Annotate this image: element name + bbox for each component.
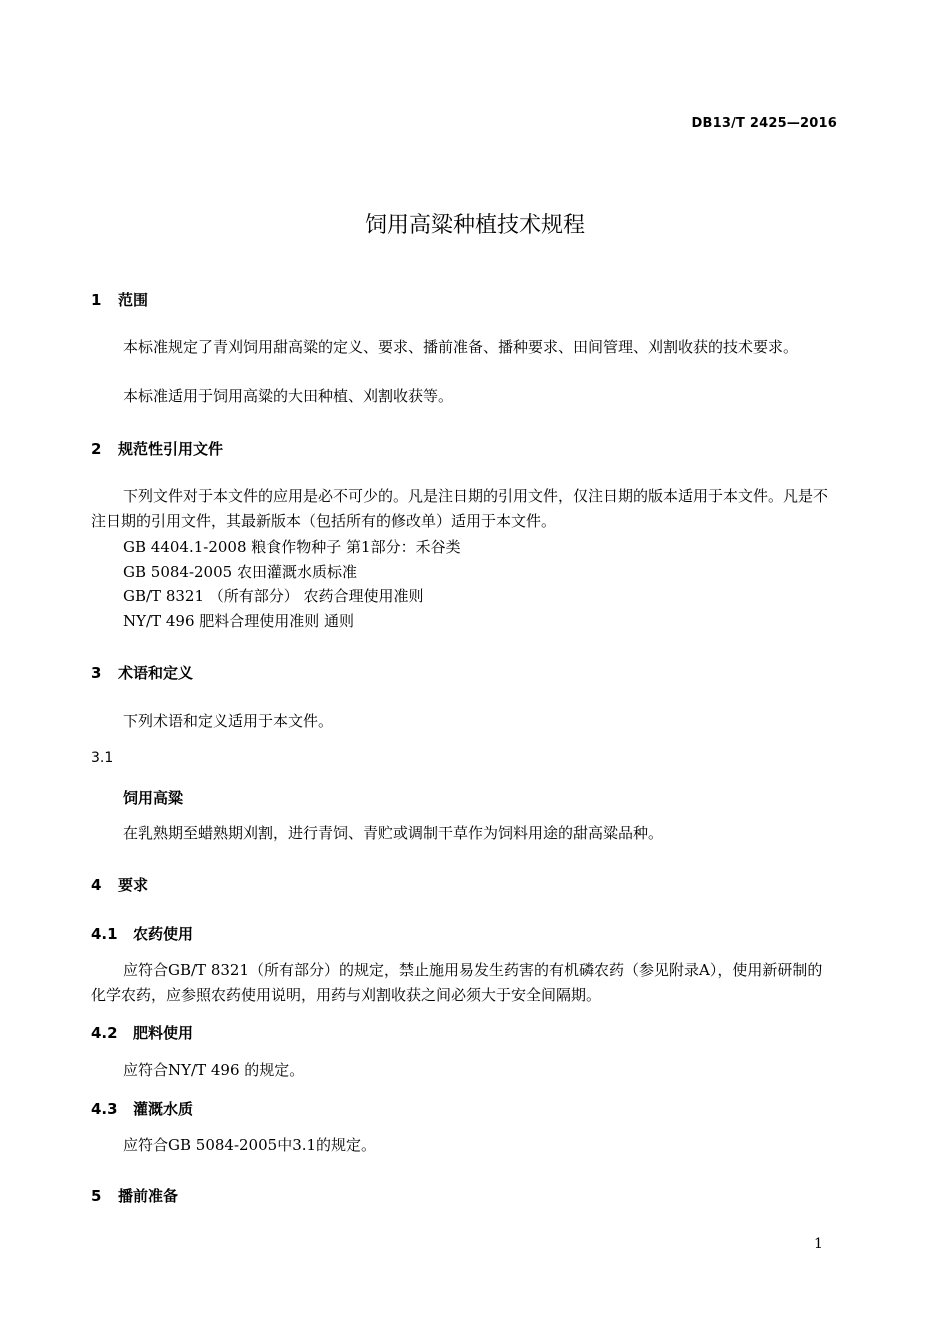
paragraph: 下列文件对于本文件的应用是必不可少的。凡是注日期的引用文件，仅注日期的版本适用于本文件。凡是不注日期的引用文件，其最新版本（包括所有的修改单）适用于本文件。: [91, 487, 829, 530]
section-2-heading: [91, 438, 223, 459]
paragraph: 本标准适用于饲用高粱的大田种植、刈割收获等。: [123, 387, 454, 405]
paragraph: 下列术语和定义适用于本文件。: [123, 712, 334, 730]
page-number: 1: [814, 1236, 823, 1252]
section-number: 4.2: [91, 1024, 118, 1042]
paragraph: 本标准规定了青刈饲用甜高粱的定义、要求、播前准备、播种要求、田间管理、刈割收获的技术要求。: [123, 338, 799, 356]
subsection-4-2-heading: [91, 1022, 193, 1043]
section-title: 肥料使用: [133, 1024, 194, 1042]
section-title: 播前准备: [118, 1187, 179, 1205]
section-number: 2: [91, 440, 102, 458]
section-number: 3: [91, 664, 102, 682]
subsection-4-3-heading: [91, 1098, 193, 1119]
section-title: 范围: [118, 291, 149, 309]
subsection-3-1-number: 3.1: [91, 750, 114, 766]
paragraph: 应符合GB 5084-2005中3.1的规定。: [123, 1136, 377, 1154]
section-number: 4.1: [91, 925, 118, 943]
section-4-heading: [91, 874, 148, 895]
paragraph: 应符合GB/T 8321（所有部分）的规定，禁止施用易发生药害的有机磷农药（参见附录A），使用新研制的化学农药，应参照农药使用说明，用药与刈割收获之间必须大于安全间隔期。: [91, 961, 823, 1004]
section-1-heading: [91, 289, 148, 310]
document-title: 饲用高粱种植技术规程: [364, 213, 585, 238]
section-title: 要求: [118, 876, 149, 894]
section-number: 4: [91, 876, 102, 894]
section-title: 农药使用: [133, 925, 194, 943]
reference-item: GB 4404.1-2008 粮食作物种子 第1部分：禾谷类: [123, 538, 461, 556]
section-number: 5: [91, 1187, 102, 1205]
section-title: 灌溉水质: [133, 1100, 194, 1118]
section-3-heading: [91, 662, 193, 683]
term-name: 饲用高粱: [123, 789, 184, 807]
standard-code: DB13/T 2425—2016: [691, 116, 837, 131]
section-title: 规范性引用文件: [118, 440, 224, 458]
reference-item: GB 5084-2005 农田灌溉水质标准: [123, 563, 357, 581]
section-title: 术语和定义: [118, 664, 194, 682]
paragraph: 应符合NY/T 496 的规定。: [123, 1061, 305, 1079]
reference-item: GB/T 8321 （所有部分） 农药合理使用准则: [123, 587, 424, 605]
section-5-heading: [91, 1185, 178, 1206]
section-number: 1: [91, 291, 102, 309]
reference-item: NY/T 496 肥料合理使用准则 通则: [123, 612, 355, 630]
term-definition: 在乳熟期至蜡熟期刈割，进行青饲、青贮或调制干草作为饲料用途的甜高粱品种。: [123, 824, 664, 842]
subsection-4-1-heading: [91, 923, 193, 944]
section-number: 4.3: [91, 1100, 118, 1118]
